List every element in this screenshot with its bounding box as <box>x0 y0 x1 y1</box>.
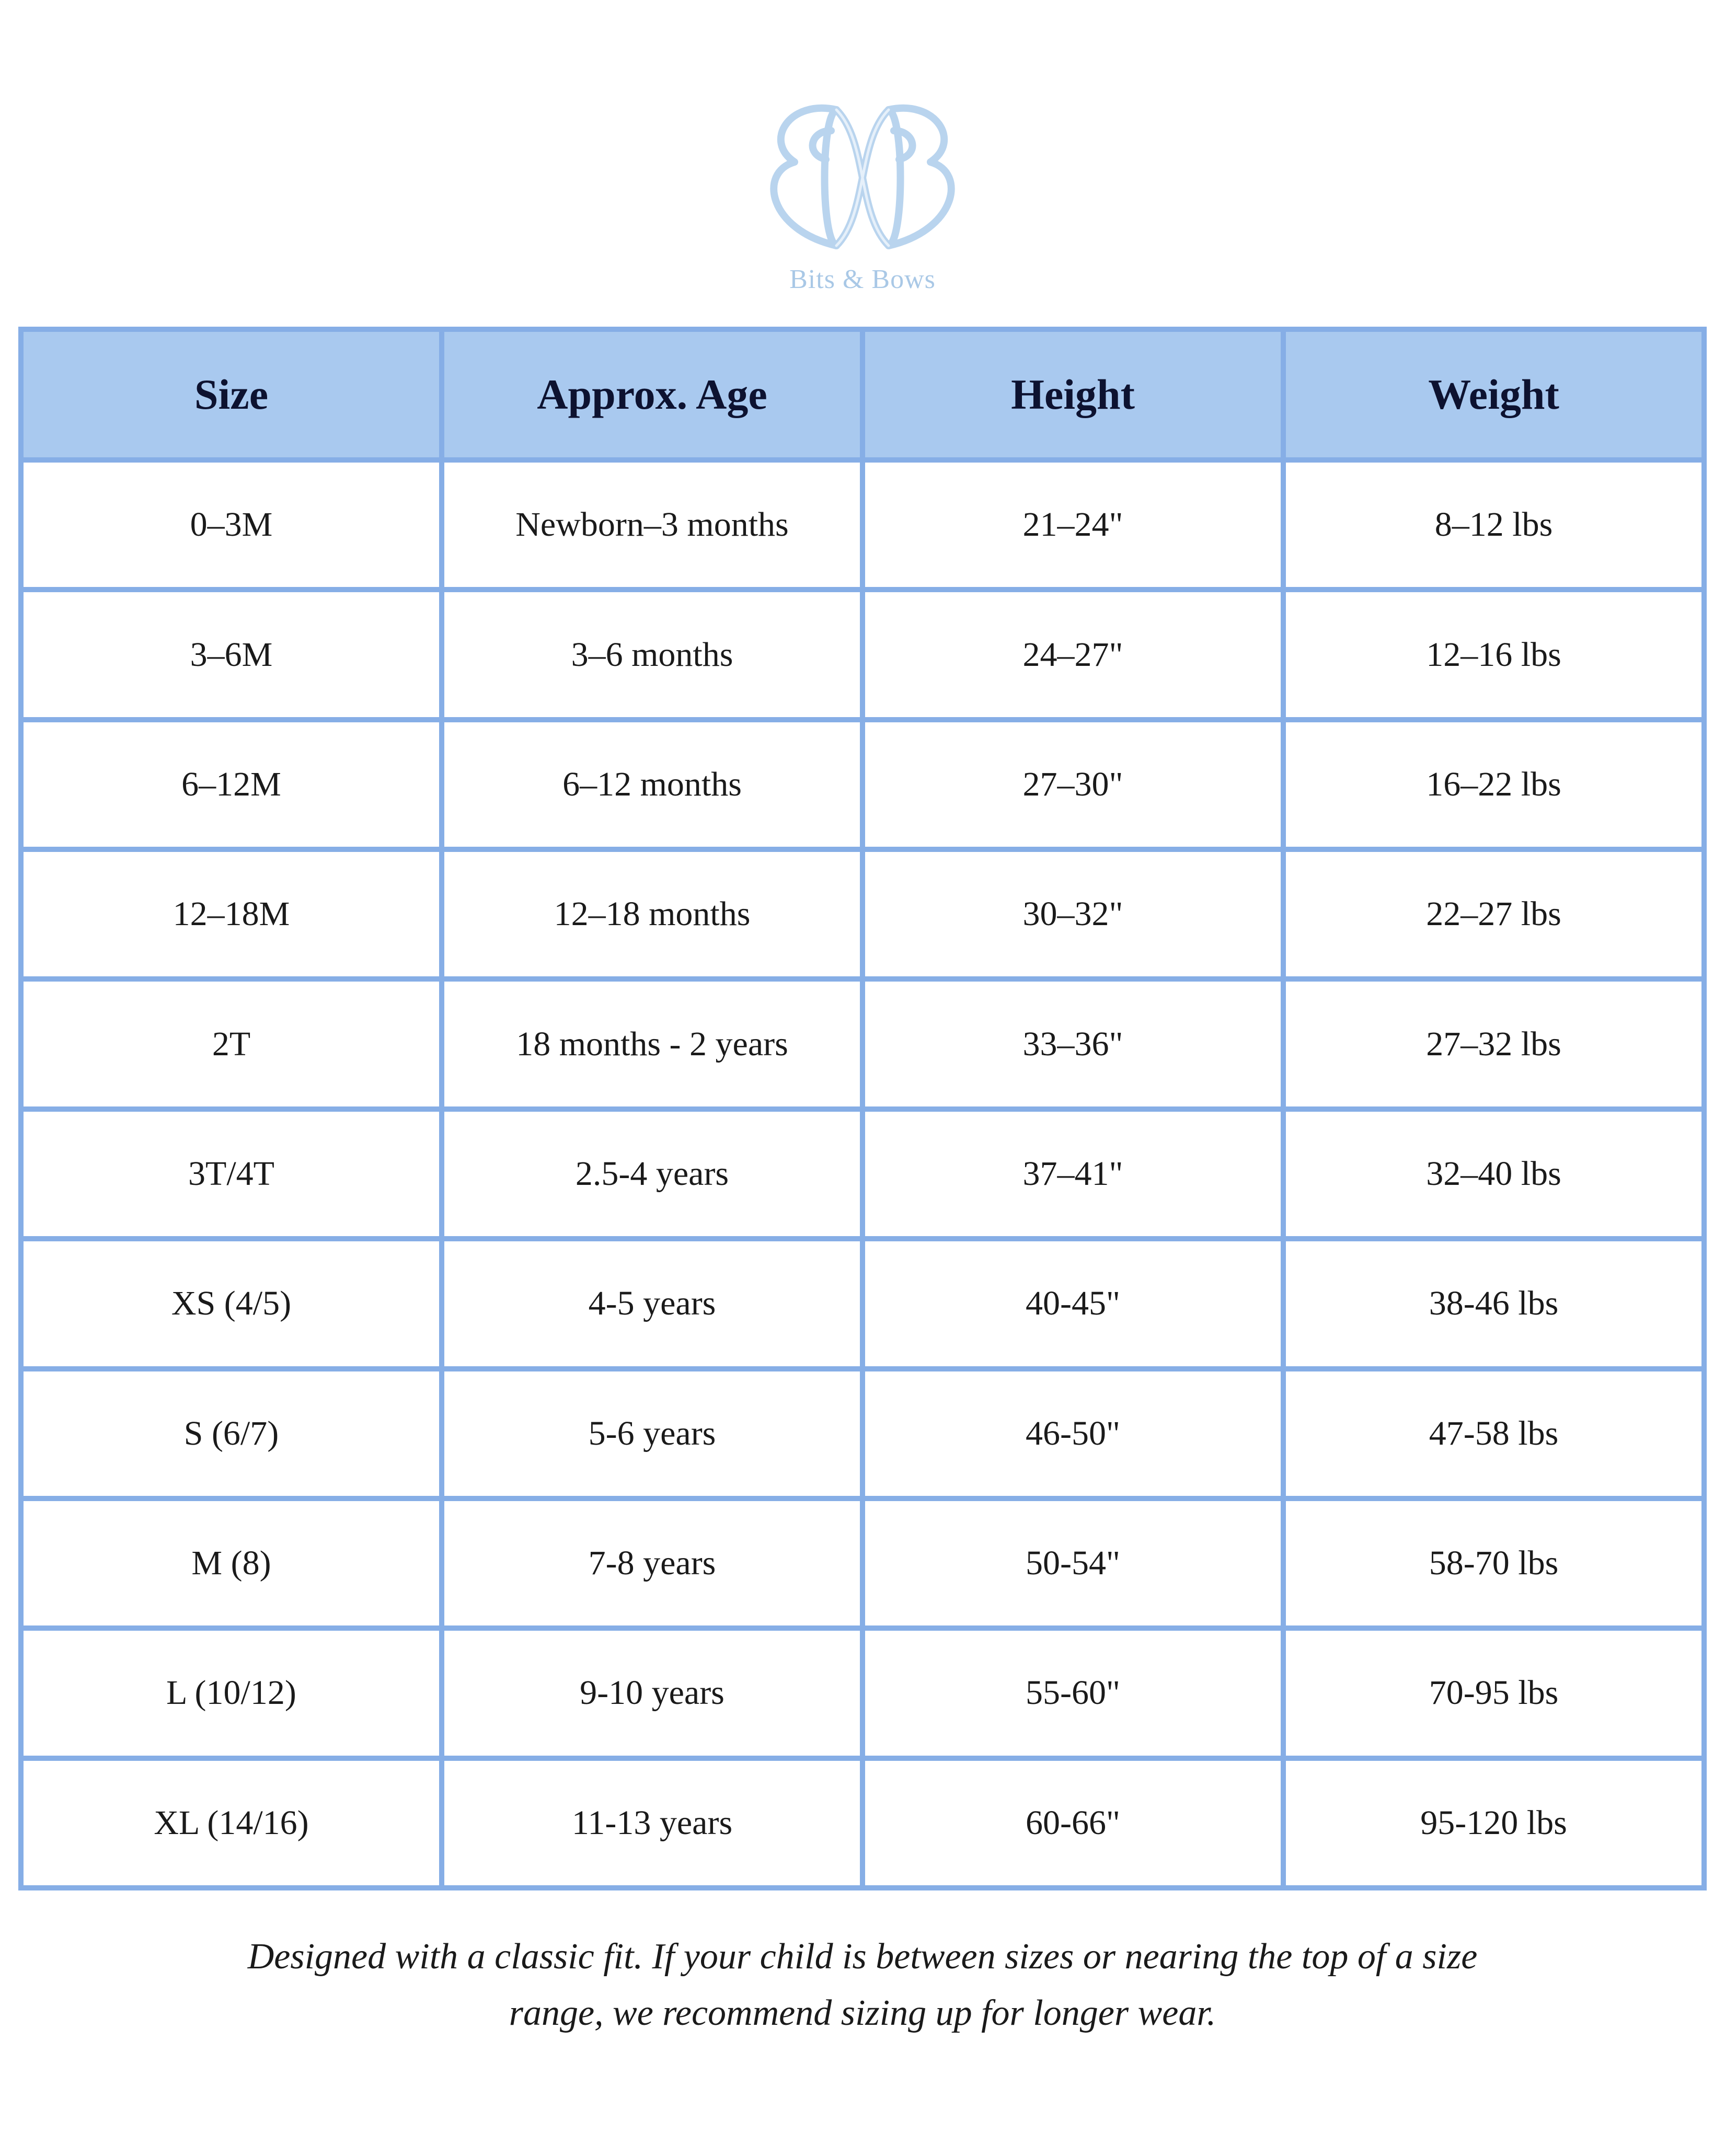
weight-cell: 8–12 lbs <box>1283 460 1704 590</box>
size-cell: XS (4/5) <box>21 1239 442 1368</box>
table-row <box>21 1628 1704 1758</box>
footnote-line-1: Designed with a classic fit. If your child is between sizes or nearing the top of a size <box>247 1936 1478 1977</box>
weight-cell: 70-95 lbs <box>1283 1628 1704 1758</box>
height-cell: 40-45" <box>862 1239 1283 1368</box>
age-cell: 5-6 years <box>442 1369 862 1498</box>
weight-cell: 58-70 lbs <box>1283 1498 1704 1628</box>
age-cell: 4-5 years <box>442 1239 862 1368</box>
footnote-line-2: range, we recommend sizing up for longer wear. <box>509 1993 1216 2033</box>
size-cell: 6–12M <box>21 720 442 849</box>
table-row <box>21 1758 1704 1888</box>
size-cell: 2T <box>21 979 442 1109</box>
table-row <box>21 460 1704 590</box>
column-header-height: Height <box>862 329 1283 460</box>
size-cell: 12–18M <box>21 849 442 979</box>
table-row <box>21 1109 1704 1239</box>
height-cell: 24–27" <box>862 590 1283 719</box>
size-cell: M (8) <box>21 1498 442 1628</box>
weight-cell: 32–40 lbs <box>1283 1109 1704 1239</box>
size-cell: L (10/12) <box>21 1628 442 1758</box>
age-cell: 9-10 years <box>442 1628 862 1758</box>
table-row <box>21 1498 1704 1628</box>
height-cell: 46-50" <box>862 1369 1283 1498</box>
height-cell: 27–30" <box>862 720 1283 849</box>
age-cell: 6–12 months <box>442 720 862 849</box>
size-cell: 0–3M <box>21 460 442 590</box>
age-cell: 11-13 years <box>442 1758 862 1888</box>
weight-cell: 47-58 lbs <box>1283 1369 1704 1498</box>
size-cell: S (6/7) <box>21 1369 442 1498</box>
table-row <box>21 849 1704 979</box>
age-cell: 2.5-4 years <box>442 1109 862 1239</box>
height-cell: 21–24" <box>862 460 1283 590</box>
size-chart-table <box>18 327 1707 1890</box>
table-row <box>21 1369 1704 1498</box>
table-row <box>21 1239 1704 1368</box>
age-cell: 7-8 years <box>442 1498 862 1628</box>
weight-cell: 27–32 lbs <box>1283 979 1704 1109</box>
height-cell: 30–32" <box>862 849 1283 979</box>
table-header-row <box>21 329 1704 460</box>
table-row <box>21 720 1704 849</box>
table-row <box>21 590 1704 719</box>
age-cell: Newborn–3 months <box>442 460 862 590</box>
height-cell: 37–41" <box>862 1109 1283 1239</box>
weight-cell: 95-120 lbs <box>1283 1758 1704 1888</box>
size-cell: 3–6M <box>21 590 442 719</box>
fit-footnote <box>183 1929 1542 2042</box>
age-cell: 3–6 months <box>442 590 862 719</box>
column-header-weight: Weight <box>1283 329 1704 460</box>
brand-header <box>0 94 1725 314</box>
interlocked-b-monogram-icon <box>758 94 967 261</box>
height-cell: 60-66" <box>862 1758 1283 1888</box>
column-header-size: Size <box>21 329 442 460</box>
age-cell: 12–18 months <box>442 849 862 979</box>
weight-cell: 38-46 lbs <box>1283 1239 1704 1368</box>
size-cell: XL (14/16) <box>21 1758 442 1888</box>
height-cell: 33–36" <box>862 979 1283 1109</box>
brand-name: Bits & Bows <box>789 264 936 294</box>
height-cell: 55-60" <box>862 1628 1283 1758</box>
table-row <box>21 979 1704 1109</box>
column-header-age: Approx. Age <box>442 329 862 460</box>
age-cell: 18 months - 2 years <box>442 979 862 1109</box>
weight-cell: 12–16 lbs <box>1283 590 1704 719</box>
size-cell: 3T/4T <box>21 1109 442 1239</box>
weight-cell: 22–27 lbs <box>1283 849 1704 979</box>
height-cell: 50-54" <box>862 1498 1283 1628</box>
weight-cell: 16–22 lbs <box>1283 720 1704 849</box>
